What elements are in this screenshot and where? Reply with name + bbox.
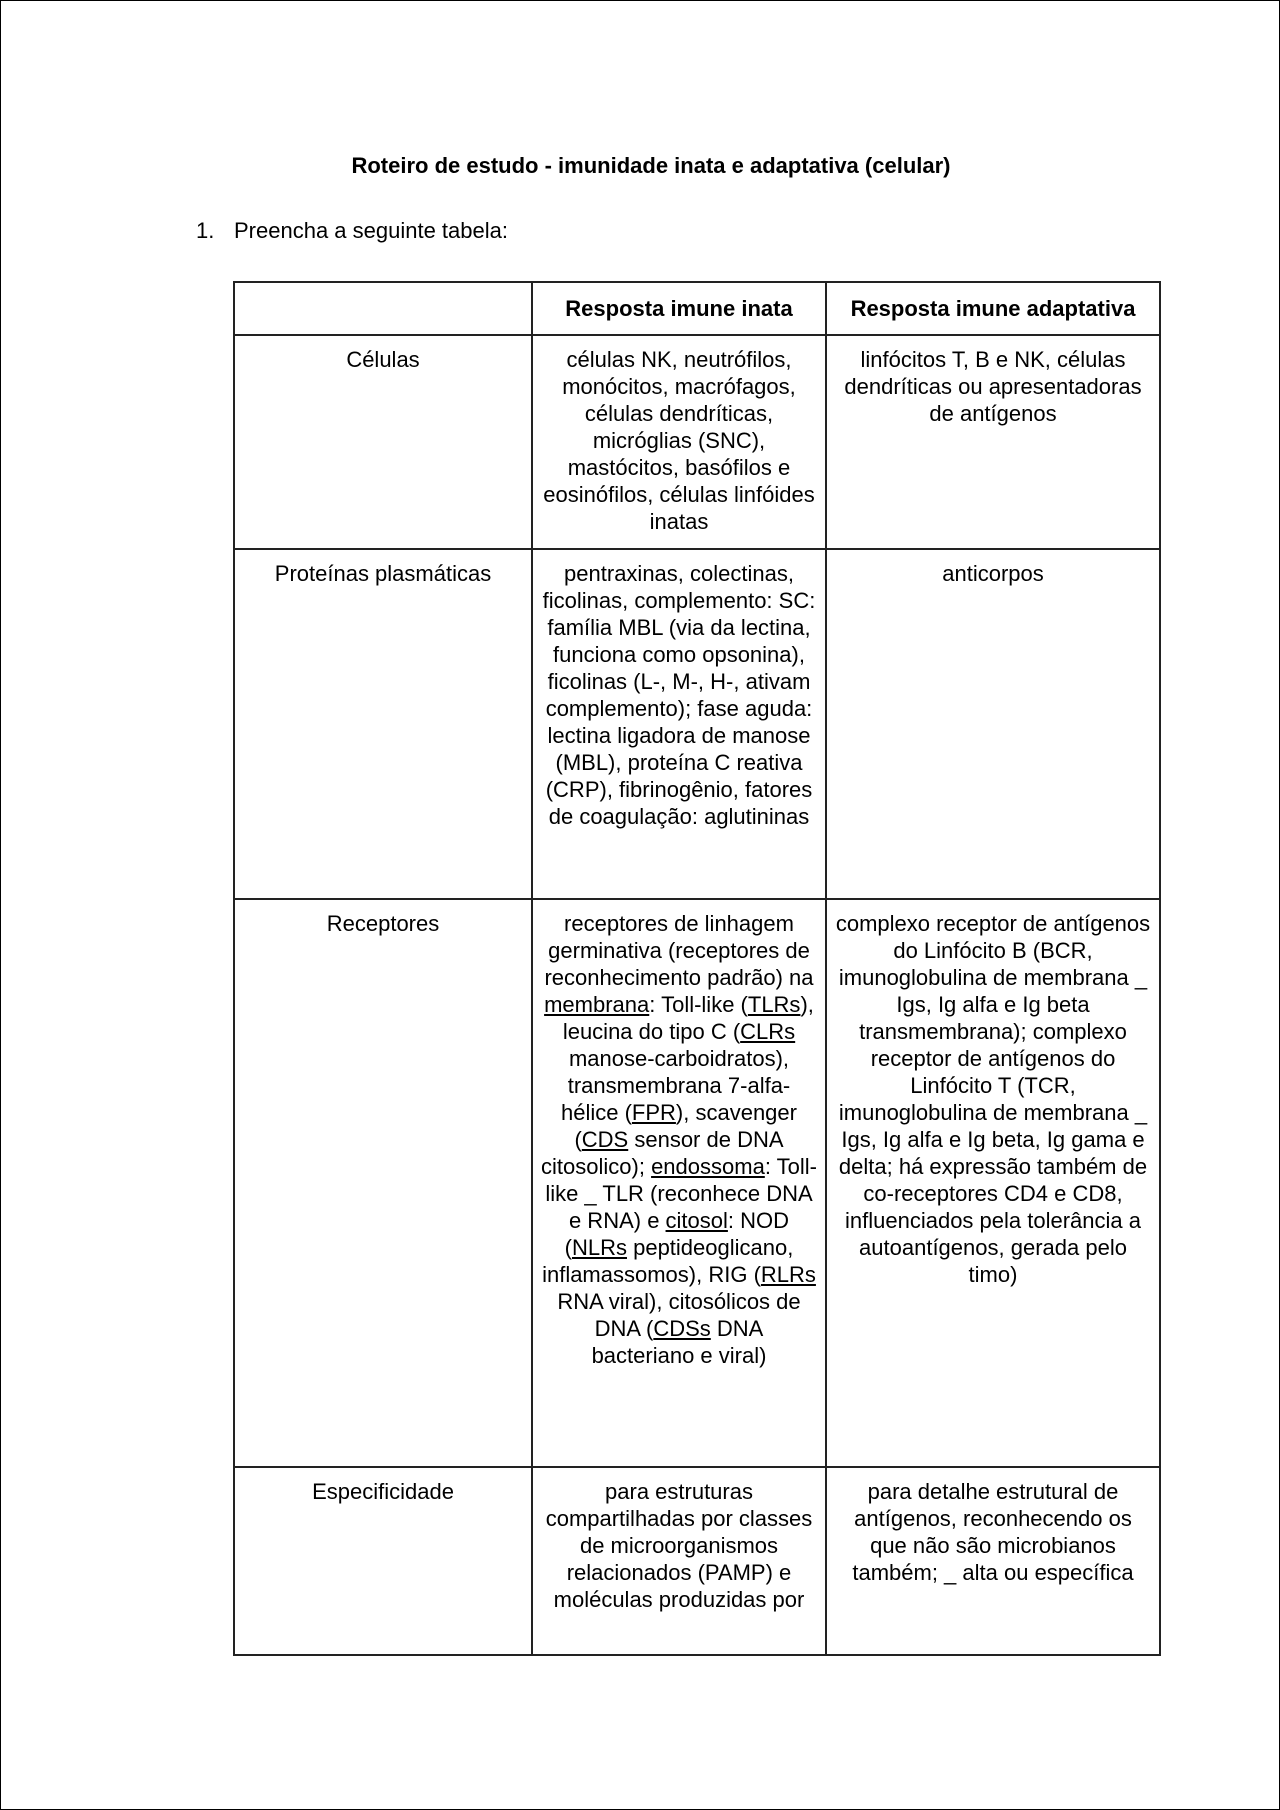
- text-run: : NOD (: [564, 1208, 790, 1260]
- table-row: [234, 335, 1160, 549]
- text-run: RNA viral), citosólicos de DNA (: [557, 1289, 801, 1341]
- underlined-term: FPR: [631, 1100, 676, 1125]
- text-run: : Toll-like _ TLR (reconhece DNA e RNA) e: [545, 1154, 817, 1233]
- underlined-term: CDS: [581, 1127, 629, 1152]
- row-label-especificidade: Especificidade: [234, 1467, 532, 1655]
- cell-receptores-adaptativa: complexo receptor de antígenos do Linfócito B (BCR, imunoglobulina de membrana _ Igs, Ig alfa e Ig beta transmembrana); complexo receptor de antígenos do Linfócito T (TCR, imunoglobulina de membrana _ Igs, Ig alfa e Ig beta, Ig gama e delta; há expressão também de co-receptores CD4 e CD8, influenciados pela tolerância a autoantígenos, gerada pelo timo): [826, 899, 1160, 1467]
- question-number: 1.: [196, 218, 215, 243]
- underlined-term: membrana: [544, 992, 650, 1017]
- underlined-term: CLRs: [740, 1019, 796, 1044]
- text-run: DNA bacteriano e viral): [591, 1316, 767, 1368]
- underlined-term: NLRs: [571, 1235, 627, 1260]
- text-run: manose-carboidratos), transmembrana 7-alfa-hélice (: [561, 1046, 791, 1125]
- cell-especificidade-adaptativa: para detalhe estrutural de antígenos, reconhecendo os que não são microbianos também; _ alta ou específica: [826, 1467, 1160, 1655]
- cell-especificidade-inata: para estruturas compartilhadas por classes de microorganismos relacionados (PAMP) e moléculas produzidas por: [532, 1467, 826, 1655]
- comparison-table: [233, 281, 1161, 1656]
- table-row: [234, 1467, 1160, 1655]
- row-label-celulas: Células: [234, 335, 532, 549]
- document-title: Roteiro de estudo - imunidade inata e adaptativa (celular): [351, 153, 951, 178]
- underlined-term: citosol: [665, 1208, 728, 1233]
- underlined-term: CDSs: [653, 1316, 711, 1341]
- row-label-proteinas: Proteínas plasmáticas: [234, 549, 532, 899]
- question-text: Preencha a seguinte tabela:: [234, 218, 508, 243]
- header-empty: [234, 282, 532, 335]
- cell-celulas-inata: células NK, neutrófilos, monócitos, macrófagos, células dendríticas, micróglias (SNC), mastócitos, basófilos e eosinófilos, células linfóides inatas: [532, 335, 826, 549]
- table-header-row: [234, 282, 1160, 335]
- table-row: [234, 549, 1160, 899]
- cell-proteinas-adaptativa: anticorpos: [826, 549, 1160, 899]
- table-row: [234, 899, 1160, 1467]
- row-label-receptores: Receptores: [234, 899, 532, 1467]
- text-run: ), scavenger (: [574, 1100, 797, 1152]
- question-item: [196, 218, 508, 244]
- header-adaptativa: Resposta imune adaptativa: [826, 282, 1160, 335]
- text-run: : Toll-like (: [649, 992, 748, 1017]
- cell-celulas-adaptativa: linfócitos T, B e NK, células dendríticas ou apresentadoras de antígenos: [826, 335, 1160, 549]
- text-run: sensor de DNA citosolico);: [541, 1127, 784, 1179]
- text-run: receptores de linhagem germinativa (receptores de reconhecimento padrão) na: [544, 911, 814, 990]
- underlined-term: TLRs: [747, 992, 801, 1017]
- header-inata: Resposta imune inata: [532, 282, 826, 335]
- text-run: peptideoglicano, inflamassomos), RIG (: [542, 1235, 794, 1287]
- underlined-term: RLRs: [760, 1262, 816, 1287]
- cell-proteinas-inata: pentraxinas, colectinas, ficolinas, complemento: SC: família MBL (via da lectina, funciona como opsonina), ficolinas (L-, M-, H-, ativam complemento); fase aguda: lectina ligadora de manose (MBL), proteína C reativa (CRP), fibrinogênio, fatores de coagulação: aglutininas: [532, 549, 826, 899]
- text-run: ), leucina do tipo C (: [562, 992, 814, 1044]
- cell-receptores-inata: [532, 899, 826, 1467]
- underlined-term: endossoma: [651, 1154, 765, 1179]
